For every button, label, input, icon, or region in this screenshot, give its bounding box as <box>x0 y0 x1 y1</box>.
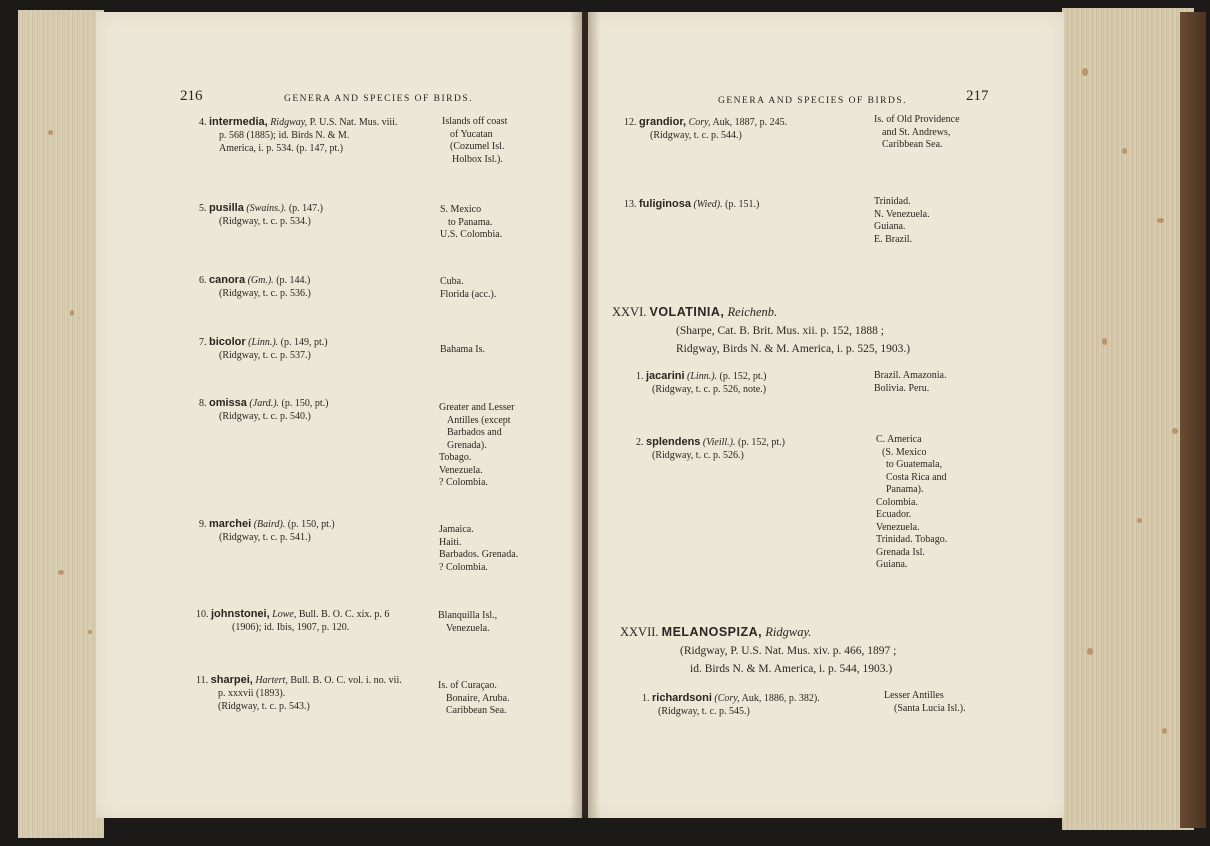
range-line: Is. of Curaçao. <box>438 680 497 691</box>
species-entry <box>199 397 329 423</box>
range-line: ? Colombia. <box>439 477 488 488</box>
range-line: Florida (acc.). <box>440 288 497 300</box>
distribution <box>440 344 485 357</box>
entry-number: 1. <box>642 693 650 704</box>
range-line: Grenada). <box>447 439 487 451</box>
species-entry <box>199 116 397 155</box>
range-line: Cuba. <box>440 276 464 287</box>
species-authority: (Linn.). <box>687 371 718 382</box>
species-authority: Lowe, <box>272 609 297 620</box>
distribution <box>440 276 496 301</box>
species-name: jacarini <box>646 370 685 382</box>
entry-number: 2. <box>636 437 644 448</box>
range-line: Is. of Old Providence <box>874 114 960 125</box>
genus-reference: (Sharpe, Cat. B. Brit. Mus. xii. p. 152, 1888 ; <box>676 325 884 337</box>
entry-number: 12. <box>624 117 637 128</box>
species-entry <box>624 198 759 211</box>
species-name: richardsoni <box>652 692 712 704</box>
entry-number: 9. <box>199 519 207 530</box>
reference: America, i. p. 534. (p. 147, pt.) <box>219 143 344 154</box>
entry-number: 11. <box>196 675 209 686</box>
range-line: Holbox Isl.). <box>452 153 503 165</box>
left-page <box>96 12 582 818</box>
reference: Auk, 1886, p. 382). <box>739 693 820 704</box>
reference: (Ridgway, t. c. p. 526, note.) <box>652 384 767 395</box>
reference: (1906); id. Ibis, 1907, p. 120. <box>232 622 350 633</box>
book-gutter <box>570 12 600 818</box>
genus-authority: Ridgway. <box>765 625 812 639</box>
entry-number: 6. <box>199 275 207 286</box>
species-entry <box>199 518 335 544</box>
reference: (p. 150, pt.) <box>279 398 329 409</box>
page-number: 217 <box>966 88 989 104</box>
reference: Bull. B. O. C. vol. i. no. vii. <box>287 675 402 686</box>
entry-number: 10. <box>196 609 209 620</box>
reference: Bull. B. O. C. xix. p. 6 <box>296 609 390 620</box>
distribution <box>884 690 966 715</box>
reference: (p. 144.) <box>273 275 311 286</box>
distribution <box>874 114 960 152</box>
species-entry <box>642 692 820 718</box>
range-line: S. Mexico <box>440 204 482 215</box>
range-line: N. Venezuela. <box>874 208 930 220</box>
range-line: (S. Mexico <box>882 446 927 458</box>
genus-name: MELANOSPIZA, <box>661 625 763 639</box>
range-line: Colombia. <box>876 496 918 508</box>
species-name: johnstonei, <box>211 608 270 620</box>
species-entry <box>196 608 389 634</box>
species-name: bicolor <box>209 336 246 348</box>
genus-reference: (Ridgway, P. U.S. Nat. Mus. xiv. p. 466, 1897 ; <box>680 645 897 657</box>
reference: (Ridgway, t. c. p. 534.) <box>219 216 311 227</box>
genus-heading <box>612 304 777 321</box>
distribution <box>874 196 930 246</box>
species-entry <box>199 336 328 362</box>
species-name: fuliginosa <box>639 198 691 210</box>
range-line: Greater and Lesser <box>439 402 515 413</box>
species-name: pusilla <box>209 202 244 214</box>
range-line: Bahama Is. <box>440 344 485 355</box>
reference: p. xxxvii (1893). <box>218 688 286 699</box>
species-authority: (Gm.). <box>247 275 274 286</box>
genus-heading <box>620 624 811 641</box>
species-authority: (Cory, <box>714 693 740 704</box>
range-line: C. America <box>876 434 922 445</box>
species-authority: Cory, <box>688 117 711 128</box>
range-line: (Santa Lucia Isl.). <box>894 702 966 714</box>
range-line: Lesser Antilles <box>884 690 944 701</box>
range-line: Panama). <box>886 484 924 495</box>
range-line: Venezuela. <box>876 521 920 533</box>
range-line: to Panama. <box>448 216 493 228</box>
genus-authority: Reichenb. <box>727 305 778 319</box>
reference: (Ridgway, t. c. p. 526.) <box>652 450 744 461</box>
range-line: Costa Rica and <box>886 471 947 483</box>
species-authority: Hartert, <box>255 675 288 686</box>
range-line: U.S. Colombia. <box>440 229 503 240</box>
species-entry <box>196 674 402 713</box>
species-name: intermedia, <box>209 116 268 128</box>
range-line: Venezuela. <box>439 464 483 476</box>
genus-reference: Ridgway, Birds N. & M. America, i. p. 525, 1903.) <box>676 343 911 355</box>
genus-numeral: XXVI. <box>612 305 647 319</box>
distribution <box>874 370 946 395</box>
running-head: GENERA AND SPECIES OF BIRDS. <box>284 94 474 104</box>
species-entry <box>199 202 323 228</box>
reference: (p. 150, pt.) <box>285 519 335 530</box>
range-line: Trinidad. Tobago. <box>876 534 948 545</box>
species-name: sharpei, <box>210 674 253 686</box>
species-authority: (Swains.). <box>246 203 287 214</box>
reference: (p. 152, pt.) <box>735 437 785 448</box>
species-name: marchei <box>209 518 252 530</box>
reference: (p. 149, pt.) <box>278 337 328 348</box>
species-entry <box>199 274 311 300</box>
range-line: Venezuela. <box>446 622 490 634</box>
distribution <box>439 524 518 574</box>
species-name: splendens <box>646 436 701 448</box>
genus-numeral: XXVII. <box>620 625 659 639</box>
distribution <box>438 610 497 635</box>
distribution <box>440 204 502 242</box>
reference: (p. 147.) <box>286 203 324 214</box>
distribution <box>442 116 507 166</box>
range-line: Bonaire, Aruba. <box>446 692 510 704</box>
species-authority: (Linn.). <box>248 337 279 348</box>
left-page-edges <box>18 10 104 838</box>
reference: (Ridgway, t. c. p. 540.) <box>219 411 311 422</box>
species-authority: (Vieill.). <box>702 437 736 448</box>
range-line: Jamaica. <box>439 524 474 535</box>
range-line: Guiana. <box>874 221 906 232</box>
range-line: Antilles (except <box>447 414 511 426</box>
reference: (p. 151.) <box>722 199 760 210</box>
species-authority: (Jard.). <box>249 398 280 409</box>
range-line: Blanquilla Isl., <box>438 610 498 621</box>
range-line: of Yucatan <box>450 128 493 140</box>
reference: (Ridgway, t. c. p. 537.) <box>219 350 311 361</box>
range-line: Trinidad. <box>874 196 911 207</box>
entry-number: 5. <box>199 203 207 214</box>
range-line: Islands off coast <box>442 116 508 127</box>
reference: (p. 152, pt.) <box>717 371 767 382</box>
species-authority: (Baird). <box>253 519 286 530</box>
genus-name: VOLATINIA, <box>649 305 725 319</box>
range-line: Guiana. <box>876 559 908 570</box>
entry-number: 7. <box>199 337 207 348</box>
species-authority: (Wied). <box>693 199 723 210</box>
distribution <box>876 434 947 572</box>
reference: Auk, 1887, p. 245. <box>710 117 788 128</box>
range-line: Tobago. <box>439 452 472 463</box>
range-line: to Guatemala, <box>886 459 943 470</box>
reference: P. U.S. Nat. Mus. viii. <box>307 117 398 128</box>
entry-number: 13. <box>624 199 637 210</box>
range-line: Brazil. Amazonia. <box>874 370 947 381</box>
entry-number: 4. <box>199 117 207 128</box>
species-entry <box>636 436 785 462</box>
genus-reference: id. Birds N. & M. America, i. p. 544, 1903.) <box>690 663 893 675</box>
species-name: canora <box>209 274 246 286</box>
range-line: Caribbean Sea. <box>882 139 943 150</box>
range-line: and St. Andrews, <box>882 126 951 138</box>
running-head: GENERA AND SPECIES OF BIRDS. <box>718 96 908 106</box>
reference: (Ridgway, t. c. p. 545.) <box>658 706 750 717</box>
range-line: Ecuador. <box>876 509 912 520</box>
entry-number: 8. <box>199 398 207 409</box>
species-name: omissa <box>209 397 247 409</box>
species-name: grandior, <box>639 116 687 128</box>
reference: p. 568 (1885); id. Birds N. & M. <box>219 130 350 141</box>
species-authority: Ridgway, <box>270 117 308 128</box>
range-line: ? Colombia. <box>439 561 488 573</box>
species-entry <box>624 116 787 142</box>
right-page <box>588 12 1064 818</box>
species-entry <box>636 370 766 396</box>
reference: (Ridgway, t. c. p. 544.) <box>650 130 742 141</box>
range-line: E. Brazil. <box>874 233 913 245</box>
reference: (Ridgway, t. c. p. 541.) <box>219 532 311 543</box>
range-line: Bolivia. Peru. <box>874 382 930 394</box>
reference: (Ridgway, t. c. p. 543.) <box>218 701 310 712</box>
book-cover-edge <box>1180 12 1206 828</box>
range-line: Haiti. <box>439 536 462 548</box>
entry-number: 1. <box>636 371 644 382</box>
range-line: Caribbean Sea. <box>446 705 507 716</box>
range-line: Barbados and <box>447 427 502 438</box>
right-page-edges <box>1062 8 1194 830</box>
page-number: 216 <box>180 88 203 104</box>
distribution <box>439 402 515 490</box>
range-line: Barbados. Grenada. <box>439 549 519 560</box>
range-line: (Cozumel Isl. <box>450 141 505 152</box>
reference: (Ridgway, t. c. p. 536.) <box>219 288 311 299</box>
distribution <box>438 680 510 718</box>
range-line: Grenada Isl. <box>876 546 925 558</box>
